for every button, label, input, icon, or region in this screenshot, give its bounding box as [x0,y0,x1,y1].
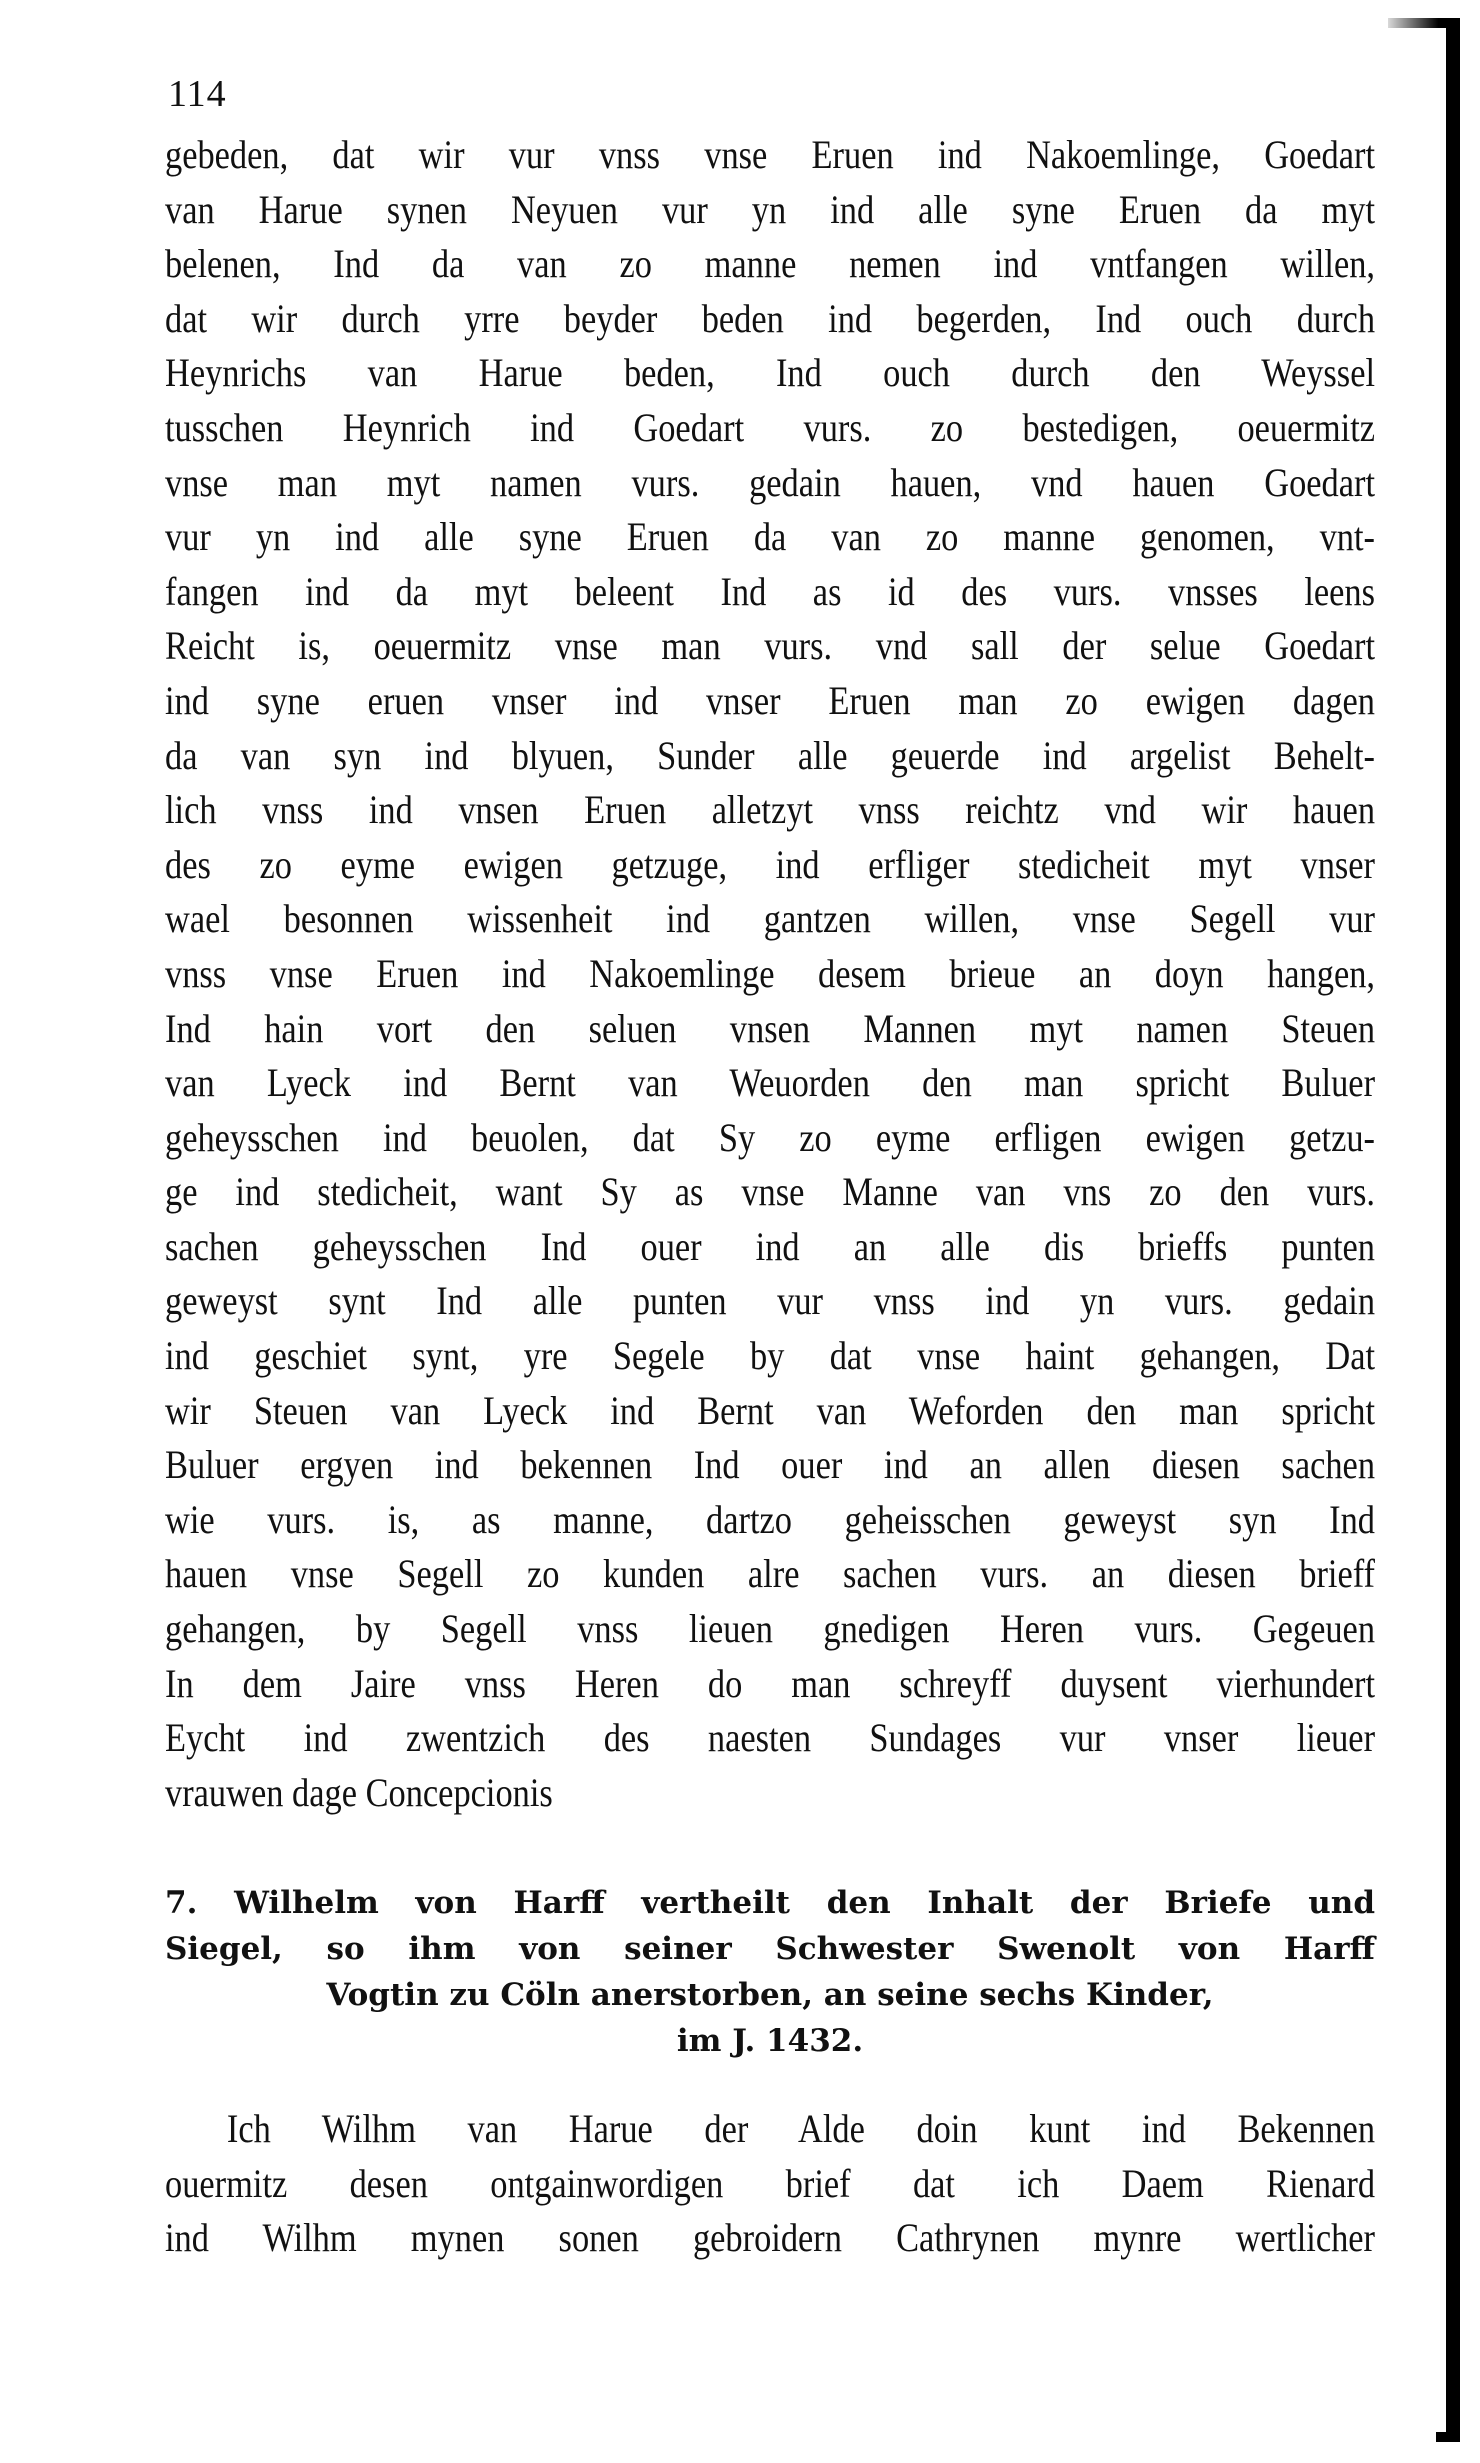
text-line: belenen, Ind da van zo manne nemen ind vntfangen willen, [165,241,1376,287]
text-line: vur yn ind alle syne Eruen da van zo manne genomen, vnt- [165,514,1376,560]
heading-line: Siegel, so ihm von seiner Schwester Swenolt von Harff [165,1931,1375,1967]
text-line: geheysschen ind beuolen, dat Sy zo eyme erfligen ewigen getzu- [165,1114,1376,1160]
heading-line: Vogtin zu Cöln anerstorben, an seine sechs Kinder, [326,1977,1214,2013]
text-line: vnse man myt namen vurs. gedain hauen, vnd hauen Goedart [165,459,1376,505]
text-line: van Lyeck ind Bernt van Weuorden den man spricht Buluer [165,1060,1376,1106]
text-line: Heynrichs van Harue beden, Ind ouch durch den Weyssel [165,350,1376,396]
text-line: ind Wilhm mynen sonen gebroidern Cathrynen mynre wertlicher [165,2215,1376,2261]
text-line: geweyst synt Ind alle punten vur vnss ind yn vurs. gedain [165,1278,1376,1324]
text-line: lich vnss ind vnsen Eruen alletzyt vnss reichtz vnd wir hauen [165,787,1376,833]
text-line: hauen vnse Segell zo kunden alre sachen vurs. an diesen brieff [165,1551,1376,1597]
text-line: gehangen, by Segell vnss lieuen gnedigen Heren vurs. Gegeuen [165,1606,1376,1652]
text-line: Reicht is, oeuermitz vnse man vurs. vnd sall der selue Goedart [165,623,1376,669]
text-line: fangen ind da myt beleent Ind as id des vurs. vnsses leens [165,568,1376,614]
text-line: dat wir durch yrre beyder beden ind begerden, Ind ouch durch [165,295,1376,341]
heading-line: 7. Wilhelm von Harff vertheilt den Inhalt der Briefe und [165,1885,1375,1921]
text-line: vnss vnse Eruen ind Nakoemlinge desem brieue an doyn hangen, [165,950,1376,996]
body-text-block [165,128,1375,1820]
section-heading [165,1880,1375,2064]
page-edge-shadow [1446,18,1460,2442]
text-line: Ind hain vort den seluen vnsen Mannen myt namen Steuen [165,1005,1376,1051]
text-line: vrauwen dage Concepcionis [165,1769,553,1815]
text-line: wie vurs. is, as manne, dartzo geheisschen geweyst syn Ind [165,1496,1376,1542]
text-line: ouermitz desen ontgainwordigen brief dat ich Daem Rienard [165,2160,1376,2206]
paragraph [165,2102,1375,2266]
text-line: van Harue synen Neyuen vur yn ind alle syne Eruen da myt [165,186,1376,232]
text-line: Buluer ergyen ind bekennen Ind ouer ind an allen diesen sachen [165,1442,1376,1488]
text-line: gebeden, dat wir vur vnss vnse Eruen ind Nakoemlinge, Goedart [165,132,1376,177]
text-line: tusschen Heynrich ind Goedart vurs. zo bestedigen, oeuermitz [165,404,1376,450]
text-line: wael besonnen wissenheit ind gantzen willen, vnse Segell vur [165,896,1376,942]
text-line: ind geschiet synt, yre Segele by dat vnse haint gehangen, Dat [165,1333,1376,1379]
heading-line: im J. 1432. [676,2023,864,2059]
text-line: Ich Wilhm van Harue der Alde doin kunt ind Bekennen [226,2106,1376,2151]
text-line: sachen geheysschen Ind ouer ind an alle dis brieffs punten [165,1223,1376,1269]
text-line: des zo eyme ewigen getzuge, ind erfliger stedicheit myt vnser [165,841,1376,887]
page-number: 114 [168,73,227,115]
text-line: wir Steuen van Lyeck ind Bernt van Weforden den man spricht [165,1387,1376,1433]
text-line: da van syn ind blyuen, Sunder alle geuerde ind argelist Behelt- [165,732,1376,778]
text-line: ind syne eruen vnser ind vnser Eruen man zo ewigen dagen [165,677,1376,723]
text-line: In dem Jaire vnss Heren do man schreyff duysent vierhundert [165,1660,1376,1706]
text-line: ge ind stedicheit, want Sy as vnse Manne van vns zo den vurs. [165,1169,1376,1215]
text-line: Eycht ind zwentzich des naesten Sundages vur vnser lieuer [165,1715,1376,1761]
